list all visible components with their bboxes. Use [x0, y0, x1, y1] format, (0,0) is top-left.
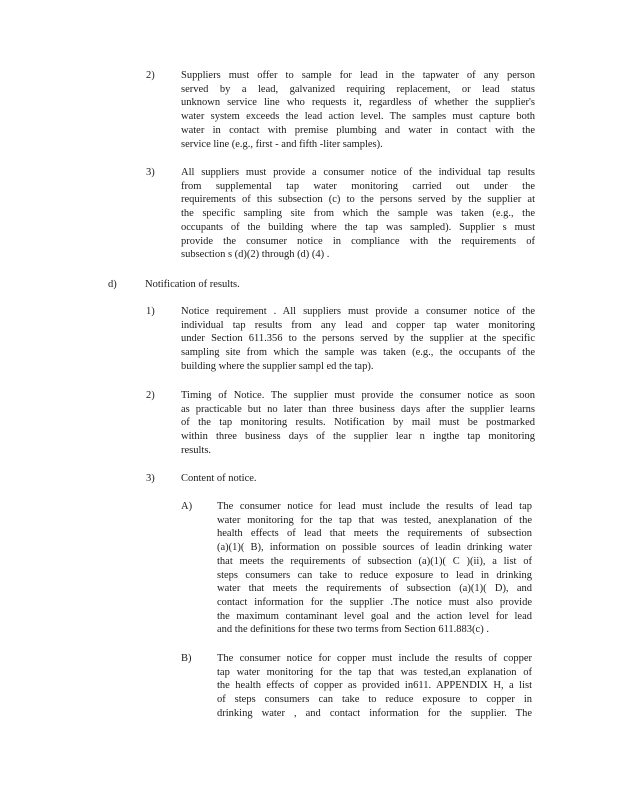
- item-number: A): [181, 501, 193, 512]
- text-line: the health effects of copper as provided in611. APPENDIX H, a list: [217, 680, 532, 692]
- text-line: health effects of lead that meets the requirements of subsection: [217, 528, 532, 540]
- text-line: service line (e.g., first - and fifth -liter samples).: [181, 138, 383, 150]
- text-line: water in contact with premise plumbing and water in contact with the: [181, 124, 535, 136]
- text-line: Notification of results.: [145, 279, 240, 290]
- paragraph-text: [217, 500, 532, 637]
- text-line: Suppliers must offer to sample for lead in the tapwater of any person: [181, 70, 535, 81]
- text-line: tap water monitoring for the tap that was tested,an explanation of: [217, 666, 532, 678]
- text-line: subsection s (d)(2) through (d) (4) .: [181, 249, 330, 261]
- text-line: individual tap results from any lead and copper tap water monitoring: [181, 319, 535, 331]
- text-line: unknown service line who requests it, regardless of whether the supplier's: [181, 97, 535, 109]
- text-line: served by a lead, galvanized requiring replacement, or lead status: [181, 83, 535, 95]
- text-line: drinking water , and contact information for the supplier. The: [217, 707, 532, 719]
- text-line: the maximum contaminant level goal and the action level for lead: [217, 610, 532, 622]
- text-line: that meets the requirements of subsection (a)(1)( C )(ii), a list of: [217, 555, 532, 567]
- text-line: Notice requirement . All suppliers must provide a consumer notice of the: [181, 306, 535, 317]
- text-line: Timing of Notice. The supplier must provide the consumer notice as soon: [181, 390, 535, 401]
- text-line: the specific sampling site from which the sample was taken (e.g., the: [181, 208, 535, 220]
- item-number: d): [108, 279, 117, 290]
- text-line: under Section 611.356 to the persons served by the supplier at the specific: [181, 333, 535, 345]
- paragraph-text: [181, 69, 535, 151]
- text-line: water monitoring for the tap that was tested, anexplanation of the: [217, 514, 532, 526]
- text-line: Content of notice.: [181, 473, 257, 484]
- paragraph-text: [217, 652, 532, 721]
- paragraph-text: [181, 389, 535, 458]
- text-line: contact information for the supplier .The notice must also provide: [217, 596, 532, 608]
- paragraph-text: [181, 166, 535, 262]
- item-number: 3): [146, 473, 155, 484]
- text-line: The consumer notice for lead must include the results of lead tap: [217, 501, 532, 512]
- text-line: water system exceeds the lead action level. The samples must capture both: [181, 111, 535, 123]
- text-line: steps consumers can take to reduce exposure to lead in drinking: [217, 569, 532, 581]
- item-number: 2): [146, 70, 155, 81]
- text-line: of steps consumers can take to reduce exposure to copper in: [217, 694, 532, 706]
- item-number: 3): [146, 167, 155, 178]
- paragraph-text: [181, 472, 535, 486]
- text-line: results.: [181, 444, 212, 456]
- text-line: within three business days of the supplier lear n ingthe tap monitoring: [181, 431, 535, 443]
- item-number: B): [181, 653, 192, 664]
- paragraph-text: [181, 305, 535, 374]
- text-line: water that meets the requirements of subsection (a)(1)( D), and: [217, 583, 532, 595]
- text-line: The consumer notice for copper must include the results of copper: [217, 653, 532, 664]
- text-line: (a)(1)( B), information on possible sources of leadin drinking water: [217, 542, 532, 554]
- heading-text: [145, 278, 345, 292]
- item-number: 2): [146, 390, 155, 401]
- text-line: requirements of this subsection (c) to the persons served by the supplier at: [181, 194, 535, 206]
- text-line: from supplemental tap water monitoring carried out under the: [181, 180, 535, 192]
- text-line: provide the consumer notice in compliance with the requirements of: [181, 235, 535, 247]
- text-line: occupants of the building where the tap was sampled). Supplier s must: [181, 221, 535, 233]
- text-line: as practicable but no later than three business days after the supplier learns: [181, 403, 535, 415]
- item-number: 1): [146, 306, 155, 317]
- text-line: of the tap monitoring results. Notification by mail must be postmarked: [181, 417, 535, 429]
- text-line: and the definitions for these two terms from Section 611.883(c) .: [217, 624, 489, 636]
- text-line: building where the supplier sampl ed the tap).: [181, 360, 374, 372]
- text-line: sampling site from which the sample was taken (e.g., the occupants of the: [181, 347, 535, 359]
- text-line: All suppliers must provide a consumer notice of the individual tap results: [181, 167, 535, 178]
